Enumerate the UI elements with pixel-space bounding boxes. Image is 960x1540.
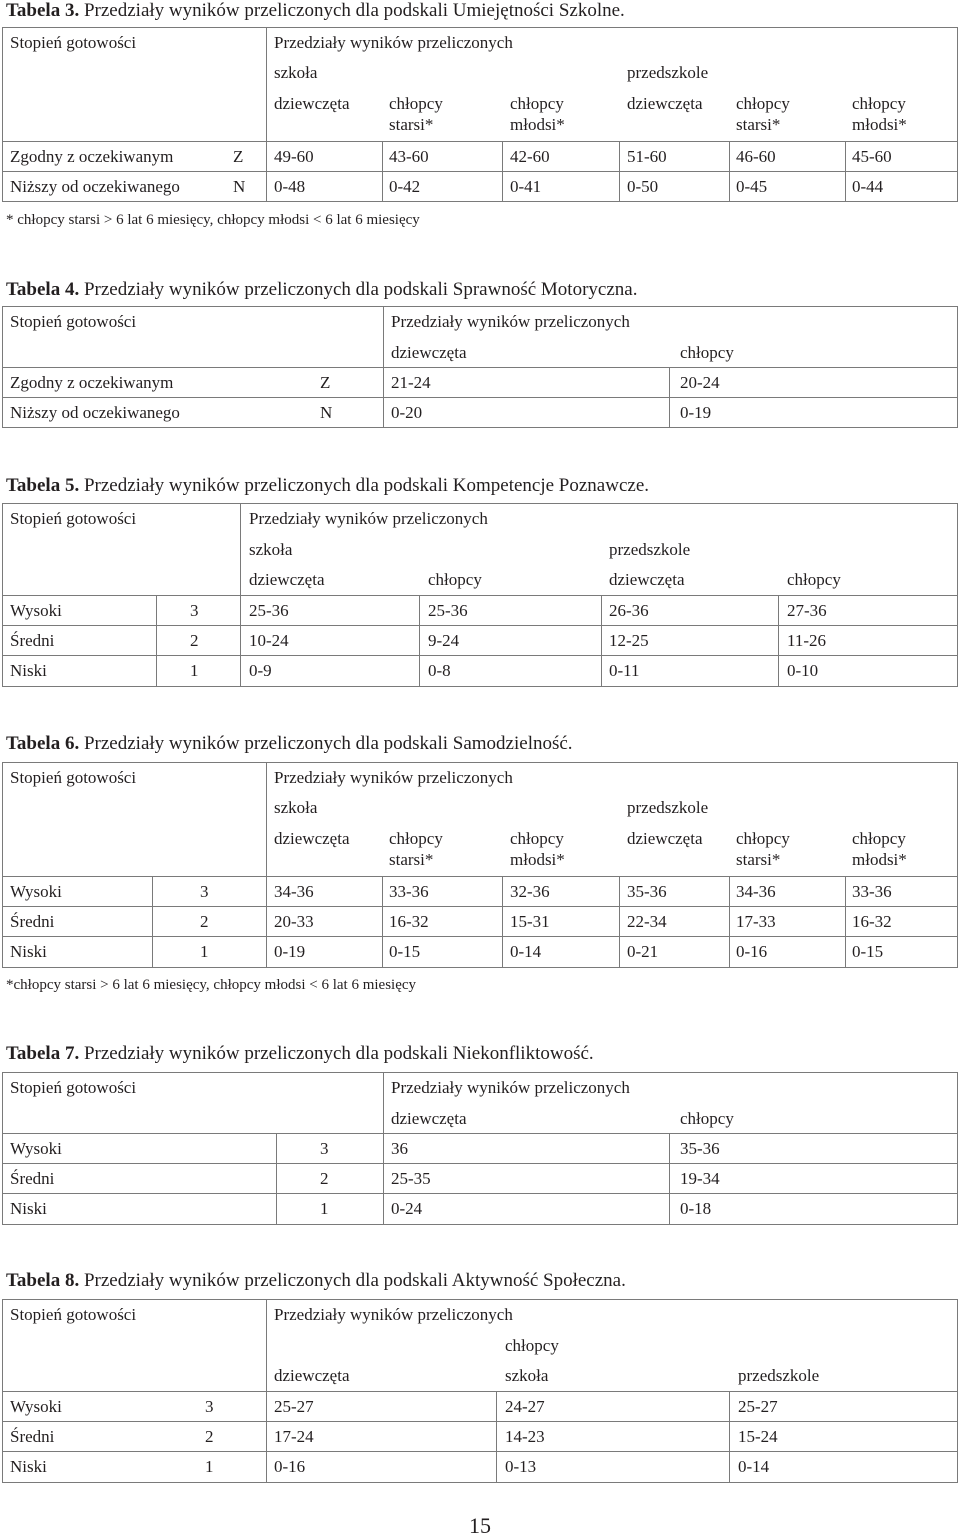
- col-header: dziewczęta: [391, 1109, 467, 1128]
- readiness-header: Stopień gotowości: [10, 509, 137, 528]
- row-code: 2: [200, 912, 209, 931]
- table-cell: 35-36: [627, 882, 667, 901]
- table-cell: 0-45: [736, 177, 768, 196]
- row-code: 1: [190, 661, 199, 680]
- col-header-sub: młodsi*: [510, 850, 565, 869]
- table-cell: 20-33: [274, 912, 314, 931]
- table-cell: 16-32: [852, 912, 892, 931]
- ranges-header: Przedziały wyników przeliczonych: [274, 33, 513, 52]
- row-label: Średni: [10, 631, 55, 650]
- table-cell: 17-24: [274, 1427, 314, 1446]
- table-cell: 25-35: [391, 1169, 431, 1188]
- table-cell: 22-34: [627, 912, 667, 931]
- col-header: dziewczęta: [274, 829, 350, 848]
- row-label: Zgodny z oczekiwanym: [10, 373, 174, 392]
- ranges-header: Przedziały wyników przeliczonych: [274, 768, 513, 787]
- row-code: 2: [190, 631, 199, 650]
- table-cell: 0-44: [852, 177, 884, 196]
- table-cell: 0-16: [274, 1457, 306, 1476]
- table-cell: 10-24: [249, 631, 289, 650]
- table-cell: 0-20: [391, 403, 423, 422]
- table-cell: 0-13: [505, 1457, 537, 1476]
- row-label: Wysoki: [10, 1397, 62, 1416]
- col-header-sub: starsi*: [389, 850, 434, 869]
- table-cell: 19-34: [680, 1169, 720, 1188]
- row-code: 2: [320, 1169, 329, 1188]
- col-header: chłopcy: [428, 570, 482, 589]
- table-cell: 15-31: [510, 912, 550, 931]
- table-cell: 46-60: [736, 147, 776, 166]
- row-label: Wysoki: [10, 601, 62, 620]
- table4-caption: Tabela 4. Przedziały wyników przeliczonych dla podskali Sprawność Motoryczna.: [6, 279, 638, 300]
- col-header-sub: młodsi*: [510, 115, 565, 134]
- col-header: chłopcy: [680, 1109, 734, 1128]
- table-cell: 20-24: [680, 373, 720, 392]
- col-header: dziewczęta: [391, 343, 467, 362]
- table-cell: 0-19: [680, 403, 712, 422]
- col-header: chłopcy: [852, 94, 906, 113]
- table-cell: 25-36: [249, 601, 289, 620]
- table7-caption: Tabela 7. Przedziały wyników przeliczonych dla podskali Niekonfliktowość.: [6, 1043, 594, 1064]
- row-code: 3: [320, 1139, 329, 1158]
- col-header: chłopcy: [510, 94, 564, 113]
- table5: [2, 503, 958, 687]
- preschool-header: przedszkole: [627, 63, 709, 82]
- table-cell: 0-18: [680, 1199, 712, 1218]
- col-header: szkoła: [505, 1366, 549, 1385]
- ranges-header: Przedziały wyników przeliczonych: [249, 509, 488, 528]
- col-header: dziewczęta: [274, 94, 350, 113]
- table-cell: 21-24: [391, 373, 431, 392]
- table5-caption: Tabela 5. Przedziały wyników przeliczonych dla podskali Kompetencje Poznawcze.: [6, 475, 650, 496]
- col-header: chłopcy: [736, 94, 790, 113]
- readiness-header: Stopień gotowości: [10, 1305, 137, 1324]
- table-cell: 33-36: [389, 882, 429, 901]
- table-cell: 0-24: [391, 1199, 423, 1218]
- table4: [2, 306, 958, 428]
- table3: [2, 27, 958, 202]
- table6-footnote: *chłopcy starsi > 6 lat 6 miesięcy, chłopcy młodsi < 6 lat 6 miesięcy: [6, 977, 417, 993]
- row-code: Z: [233, 147, 244, 166]
- table-cell: 14-23: [505, 1427, 545, 1446]
- table-cell: 25-36: [428, 601, 468, 620]
- row-code: 1: [205, 1457, 214, 1476]
- table8: [2, 1299, 958, 1483]
- table-cell: 32-36: [510, 882, 550, 901]
- col-header: dziewczęta: [274, 1366, 350, 1385]
- col-header: chłopcy: [736, 829, 790, 848]
- table-cell: 0-48: [274, 177, 306, 196]
- readiness-header: Stopień gotowości: [10, 33, 137, 52]
- table-cell: 42-60: [510, 147, 550, 166]
- row-code: N: [320, 403, 333, 422]
- table-cell: 36: [391, 1139, 408, 1158]
- col-header: przedszkole: [738, 1366, 820, 1385]
- col-header: dziewczęta: [249, 570, 325, 589]
- row-label: Średni: [10, 1169, 55, 1188]
- table-cell: 0-19: [274, 942, 306, 961]
- row-label: Średni: [10, 912, 55, 931]
- table-cell: 0-8: [428, 661, 451, 680]
- readiness-header: Stopień gotowości: [10, 312, 137, 331]
- table-cell: 0-41: [510, 177, 542, 196]
- readiness-header: Stopień gotowości: [10, 1078, 137, 1097]
- table-cell: 12-25: [609, 631, 649, 650]
- table-cell: 24-27: [505, 1397, 545, 1416]
- table-cell: 43-60: [389, 147, 429, 166]
- row-code: 2: [205, 1427, 214, 1446]
- table-cell: 0-15: [389, 942, 421, 961]
- col-header: dziewczęta: [627, 94, 703, 113]
- table-cell: 0-21: [627, 942, 659, 961]
- col-header: chłopcy: [680, 343, 734, 362]
- table-cell: 45-60: [852, 147, 892, 166]
- row-label: Niski: [10, 942, 47, 961]
- table-cell: 51-60: [627, 147, 667, 166]
- col-header-sub: starsi*: [736, 115, 781, 134]
- table3-caption: Tabela 3. Przedziały wyników przeliczonych dla podskali Umiejętności Szkolne.: [6, 0, 625, 21]
- row-code: 3: [205, 1397, 214, 1416]
- school-header: szkoła: [274, 798, 318, 817]
- school-header: szkoła: [274, 63, 318, 82]
- row-label: Niski: [10, 1199, 47, 1218]
- table-cell: 35-36: [680, 1139, 720, 1158]
- table8-caption: Tabela 8. Przedziały wyników przeliczonych dla podskali Aktywność Społeczna.: [6, 1270, 626, 1291]
- row-label: Niższy od oczekiwanego: [10, 177, 180, 196]
- table-cell: 0-11: [609, 661, 640, 680]
- row-label: Niski: [10, 661, 47, 680]
- col-header: chłopcy: [510, 829, 564, 848]
- boys-header: chłopcy: [505, 1336, 559, 1355]
- table-cell: 0-14: [738, 1457, 770, 1476]
- col-header: dziewczęta: [627, 829, 703, 848]
- table-cell: 0-42: [389, 177, 421, 196]
- table-cell: 25-27: [274, 1397, 314, 1416]
- col-header: chłopcy: [787, 570, 841, 589]
- ranges-header: Przedziały wyników przeliczonych: [274, 1305, 513, 1324]
- col-header-sub: starsi*: [736, 850, 781, 869]
- table-cell: 34-36: [736, 882, 776, 901]
- table-cell: 0-10: [787, 661, 819, 680]
- table-cell: 0-50: [627, 177, 659, 196]
- readiness-header: Stopień gotowości: [10, 768, 137, 787]
- row-label: Niski: [10, 1457, 47, 1476]
- page-number: 15: [469, 1513, 491, 1538]
- col-header-sub: młodsi*: [852, 115, 907, 134]
- table-cell: 11-26: [787, 631, 827, 650]
- col-header: chłopcy: [389, 94, 443, 113]
- table7: [2, 1072, 958, 1225]
- table-cell: 0-9: [249, 661, 272, 680]
- school-header: szkoła: [249, 540, 293, 559]
- row-label: Wysoki: [10, 882, 62, 901]
- row-label: Wysoki: [10, 1139, 62, 1158]
- row-label: Niższy od oczekiwanego: [10, 403, 180, 422]
- preschool-header: przedszkole: [609, 540, 691, 559]
- table-cell: 33-36: [852, 882, 892, 901]
- row-code: 3: [200, 882, 209, 901]
- table-cell: 25-27: [738, 1397, 778, 1416]
- preschool-header: przedszkole: [627, 798, 709, 817]
- table-cell: 17-33: [736, 912, 776, 931]
- table-cell: 0-15: [852, 942, 884, 961]
- table6-caption: Tabela 6. Przedziały wyników przeliczonych dla podskali Samodzielność.: [6, 733, 573, 754]
- ranges-header: Przedziały wyników przeliczonych: [391, 1078, 630, 1097]
- table-cell: 34-36: [274, 882, 314, 901]
- table-cell: 49-60: [274, 147, 314, 166]
- table-cell: 26-36: [609, 601, 649, 620]
- row-label: Średni: [10, 1427, 55, 1446]
- col-header: chłopcy: [852, 829, 906, 848]
- table-cell: 0-16: [736, 942, 768, 961]
- row-code: Z: [320, 373, 331, 392]
- table-cell: 16-32: [389, 912, 429, 931]
- col-header-sub: młodsi*: [852, 850, 907, 869]
- col-header-sub: starsi*: [389, 115, 434, 134]
- table-cell: 0-14: [510, 942, 542, 961]
- table3-footnote: * chłopcy starsi > 6 lat 6 miesięcy, chłopcy młodsi < 6 lat 6 miesięcy: [6, 212, 420, 228]
- table-cell: 9-24: [428, 631, 460, 650]
- ranges-header: Przedziały wyników przeliczonych: [391, 312, 630, 331]
- row-code: 3: [190, 601, 199, 620]
- row-label: Zgodny z oczekiwanym: [10, 147, 174, 166]
- row-code: N: [233, 177, 246, 196]
- col-header: chłopcy: [389, 829, 443, 848]
- table-cell: 27-36: [787, 601, 827, 620]
- row-code: 1: [200, 942, 209, 961]
- table6: [2, 762, 958, 968]
- table-cell: 15-24: [738, 1427, 778, 1446]
- col-header: dziewczęta: [609, 570, 685, 589]
- row-code: 1: [320, 1199, 329, 1218]
